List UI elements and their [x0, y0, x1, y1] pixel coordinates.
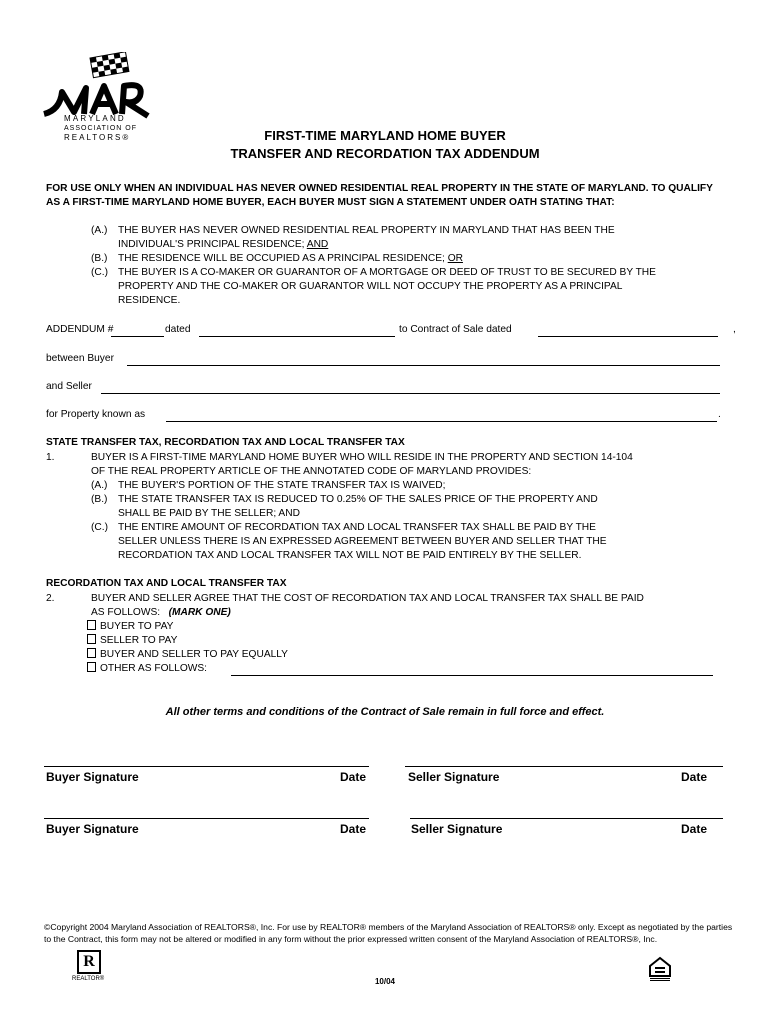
intro-a-text-1: THE BUYER HAS NEVER OWNED RESIDENTIAL REAL PROPERTY IN MARYLAND THAT HAS BEEN THE: [118, 225, 615, 236]
section-2-number: 2.: [46, 593, 55, 604]
section-1-c-text-1: THE ENTIRE AMOUNT OF RECORDATION TAX AND LOCAL TRANSFER TAX SHALL BE PAID BY THE: [118, 522, 596, 533]
seller-date-label-2: Date: [681, 822, 708, 836]
intro-paragraph: FOR USE ONLY WHEN AN INDIVIDUAL HAS NEVER OWNED RESIDENTIAL REAL PROPERTY IN THE STATE OF MARYLAND. TO QUALIFY AS A FIRST-TIME MARYLAND HOME BUYER, EACH BUYER MUST SIGN A STATEMENT UNDER OATH STATING THAT:: [46, 183, 713, 208]
other-as-follows-field[interactable]: [231, 675, 713, 676]
checkbox-icon[interactable]: [87, 662, 96, 672]
buyer-date-label-1: Date: [340, 770, 367, 784]
seller-field[interactable]: [101, 393, 720, 394]
buyer-field[interactable]: [127, 365, 720, 366]
copyright-notice: ©Copyright 2004 Maryland Association of REALTORS®, Inc. For use by REALTOR® members of the Maryland Association of REALTORS® only. Except as negotiated by the parties to the Contract, this form may not be altered or modified in any form without the prior expressed written consent of the Maryland Association of REALTORS®, Inc.: [44, 922, 733, 944]
seller-signature-label-2: Seller Signature: [411, 822, 503, 836]
property-field[interactable]: [166, 421, 717, 422]
buyer-signature-line-1[interactable]: [44, 766, 369, 767]
mar-logo-icon: [40, 52, 180, 122]
section-1-b-text-2: SHALL BE PAID BY THE SELLER; AND: [118, 508, 300, 519]
section-1-line-2: OF THE REAL PROPERTY ARTICLE OF THE ANNOTATED CODE OF MARYLAND PROVIDES:: [91, 466, 532, 477]
option-pay-equally[interactable]: [87, 648, 288, 662]
section-1-b-text-1: THE STATE TRANSFER TAX IS REDUCED TO 0.25% OF THE SALES PRICE OF THE PROPERTY AND: [118, 494, 598, 505]
contract-of-sale-label: to Contract of Sale dated: [399, 324, 512, 335]
intro-b-conjunction: OR: [447, 253, 463, 264]
section-1-number: 1.: [46, 452, 55, 463]
realtor-logo-label: REALTOR®: [72, 976, 105, 982]
buyer-date-label-2: Date: [340, 822, 367, 836]
intro-a-text-2: INDIVIDUAL'S PRINCIPAL RESIDENCE; AND: [118, 239, 329, 250]
section-2-line-1: BUYER AND SELLER AGREE THAT THE COST OF RECORDATION TAX AND LOCAL TRANSFER TAX SHALL BE PAID: [91, 593, 644, 604]
intro-c-text-2: PROPERTY AND THE CO-MAKER OR GUARANTOR WILL NOT OCCUPY THE PROPERTY AS A PRINCIPAL: [118, 281, 623, 292]
dated-label: dated: [165, 324, 191, 335]
addendum-date-field[interactable]: [199, 336, 395, 337]
section-1-c-text-2: SELLER UNLESS THERE IS AN EXPRESSED AGREEMENT BETWEEN BUYER AND SELLER THAT THE: [118, 536, 607, 547]
buyer-signature-label-2: Buyer Signature: [46, 822, 139, 836]
property-label: for Property known as: [46, 409, 146, 420]
buyer-signature-line-2[interactable]: [44, 818, 369, 819]
checkbox-icon[interactable]: [87, 620, 96, 630]
section-1-line-1: BUYER IS A FIRST-TIME MARYLAND HOME BUYER WHO WILL RESIDE IN THE PROPERTY AND SECTION 14-104: [91, 452, 633, 463]
intro-c-marker: (C.): [91, 267, 108, 278]
option-label: SELLER TO PAY: [100, 635, 178, 646]
section-2-heading: RECORDATION TAX AND LOCAL TRANSFER TAX: [46, 578, 287, 589]
option-label: OTHER AS FOLLOWS:: [100, 663, 207, 674]
intro-c-text-1: THE BUYER IS A CO-MAKER OR GUARANTOR OF A MORTGAGE OR DEED OF TRUST TO BE SECURED BY THE: [118, 267, 656, 278]
option-seller-to-pay[interactable]: [87, 634, 177, 648]
title-line-2: TRANSFER AND RECORDATION TAX ADDENDUM: [230, 146, 540, 161]
section-1-c-text-3: RECORDATION TAX AND LOCAL TRANSFER TAX WILL NOT BE PAID ENTIRELY BY THE SELLER.: [118, 550, 582, 561]
intro-b-text: THE RESIDENCE WILL BE OCCUPIED AS A PRINCIPAL RESIDENCE; OR: [118, 253, 463, 264]
section-1-heading: STATE TRANSFER TAX, RECORDATION TAX AND LOCAL TRANSFER TAX: [46, 437, 405, 448]
comma: ,: [733, 324, 736, 335]
section-1-a-text: THE BUYER'S PORTION OF THE STATE TRANSFER TAX IS WAIVED;: [118, 480, 446, 491]
section-1-b-marker: (B.): [91, 494, 108, 505]
intro-a-conjunction: AND: [306, 239, 329, 250]
contract-date-field[interactable]: [538, 336, 718, 337]
option-other[interactable]: [87, 662, 207, 676]
equal-housing-icon: [648, 955, 672, 981]
seller-signature-label-1: Seller Signature: [408, 770, 500, 784]
option-buyer-to-pay[interactable]: [87, 620, 173, 634]
intro-b-marker: (B.): [91, 253, 108, 264]
seller-signature-line-2[interactable]: [410, 818, 723, 819]
section-1-c-marker: (C.): [91, 522, 108, 533]
title-line-1: FIRST-TIME MARYLAND HOME BUYER: [264, 128, 506, 143]
section-2-line-2: AS FOLLOWS: (MARK ONE): [91, 607, 231, 618]
realtor-logo-icon: R: [77, 950, 101, 974]
logo-maryland: MARYLAND: [64, 114, 126, 123]
closing-statement: All other terms and conditions of the Contract of Sale remain in full force and effect.: [165, 706, 605, 718]
mark-one-label: (MARK ONE): [168, 607, 231, 618]
section-1-a-marker: (A.): [91, 480, 108, 491]
logo-association-of: ASSOCIATION OF: [64, 125, 137, 132]
seller-signature-line-1[interactable]: [405, 766, 723, 767]
seller-label: and Seller: [46, 381, 92, 392]
seller-date-label-1: Date: [681, 770, 708, 784]
addendum-number-field[interactable]: [111, 336, 164, 337]
form-number: 10/04: [374, 977, 396, 986]
buyer-label: between Buyer: [46, 353, 114, 364]
buyer-signature-label-1: Buyer Signature: [46, 770, 139, 784]
intro-c-text-3: RESIDENCE.: [118, 295, 181, 306]
option-label: BUYER TO PAY: [100, 621, 174, 632]
checkbox-icon[interactable]: [87, 648, 96, 658]
option-label: BUYER AND SELLER TO PAY EQUALLY: [100, 649, 288, 660]
intro-a-marker: (A.): [91, 225, 108, 236]
logo-realtors: REALTORS®: [64, 133, 131, 142]
addendum-label: ADDENDUM #: [46, 324, 114, 335]
checkbox-icon[interactable]: [87, 634, 96, 644]
period: .: [718, 409, 721, 420]
